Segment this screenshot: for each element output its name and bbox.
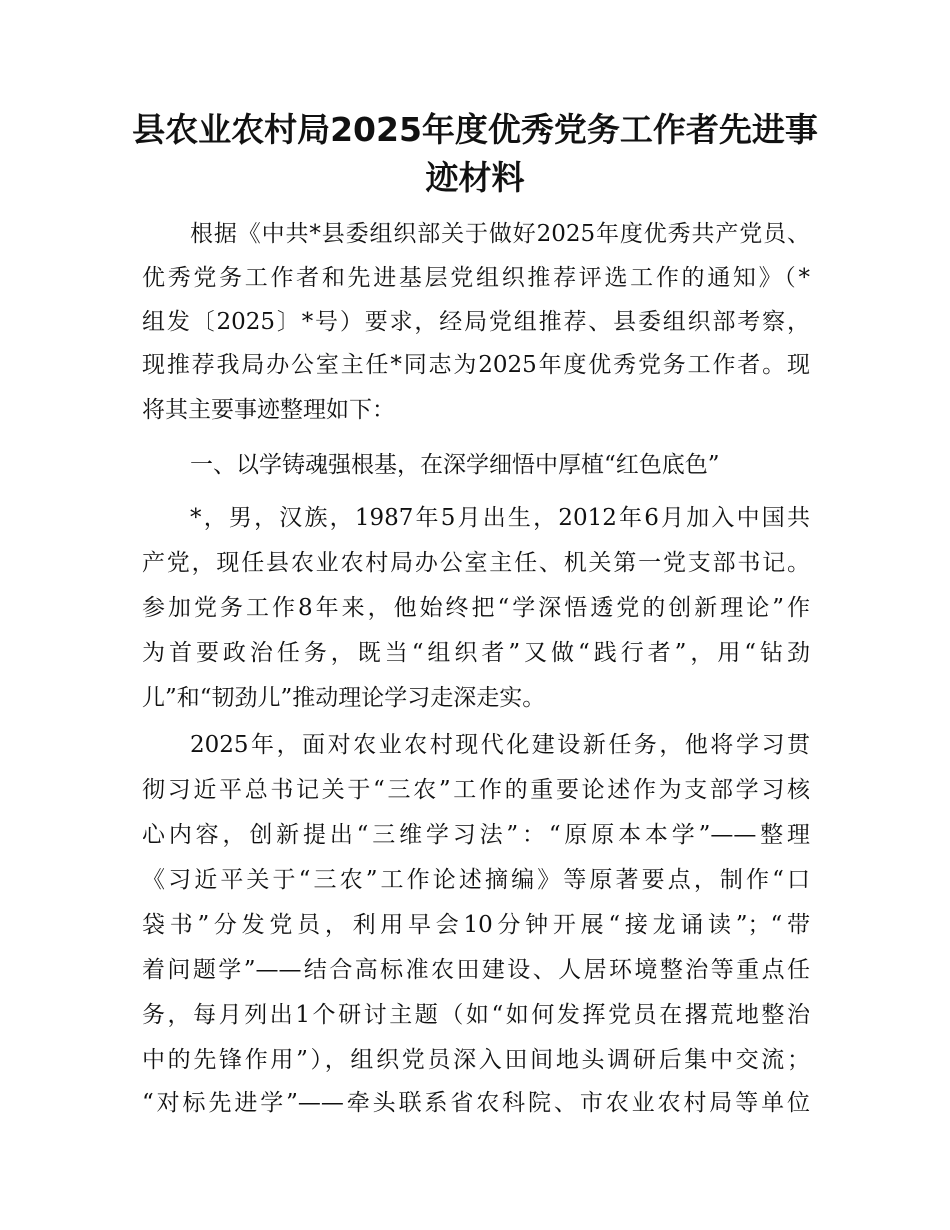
text-line: 现推荐我局办公室主任*同志为2025年度优秀党务工作者。现 [142, 352, 810, 378]
text-line: 一、以学铸魂强根基，在深学细悟中厚植“红色底色” [190, 452, 720, 478]
text-line: 产党，现任县农业农村局办公室主任、机关第一党支部书记。 [142, 550, 810, 576]
text-line: 《习近平关于“三农”工作论述摘编》等原著要点，制作“口 [142, 867, 810, 893]
text-line: 根据《中共*县委组织部关于做好2025年度优秀共产党员、 [190, 221, 810, 247]
text-line: 彻习近平总书记关于“三农”工作的重要论述作为支部学习核 [142, 777, 810, 803]
text-line: 参加党务工作8年来，他始终把“学深悟透党的创新理论”作 [142, 595, 810, 621]
text-line: 为首要政治任务，既当“组织者”又做“践行者”，用“钻劲 [142, 640, 810, 666]
text-line: 优秀党务工作者和先进基层党组织推荐评选工作的通知》（* [142, 265, 810, 291]
text-line: 中的先锋作用”），组织党员深入田间地头调研后集中交流； [142, 1047, 810, 1073]
text-line: “对标先进学”——牵头联系省农科院、市农业农村局等单位 [142, 1090, 810, 1116]
text-line: 着问题学”——结合高标准农田建设、人居环境整治等重点任 [142, 957, 810, 983]
text-line: *，男，汉族，1987年5月出生，2012年6月加入中国共 [190, 505, 810, 531]
text-line: 2025年，面对农业农村现代化建设新任务，他将学习贯 [190, 732, 810, 758]
text-line: 袋书”分发党员，利用早会10分钟开展“接龙诵读”；“带 [142, 912, 810, 938]
text-line: 心内容，创新提出“三维学习法”：“原原本本学”——整理 [142, 822, 810, 848]
text-line: 儿”和“韧劲儿”推动理论学习走深走实。 [142, 685, 546, 711]
text-line: 组发〔2025〕*号）要求，经局党组推荐、县委组织部考察， [142, 309, 810, 335]
title-line: 县农业农村局2025年度优秀党务工作者先进事 [132, 110, 818, 149]
text-line: 务，每月列出1个研讨主题（如“如何发挥党员在撂荒地整治 [142, 1002, 810, 1028]
text-line: 将其主要事迹整理如下： [142, 397, 395, 423]
title-line: 迹材料 [425, 158, 525, 197]
